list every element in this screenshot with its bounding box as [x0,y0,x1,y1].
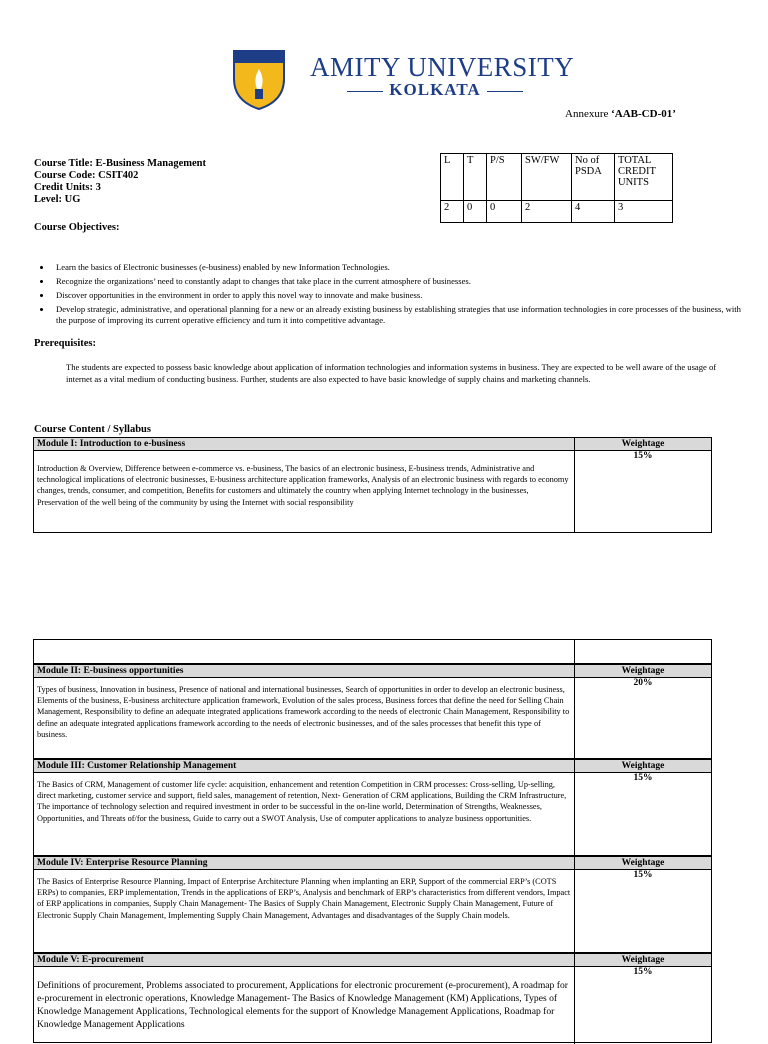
syllabus-heading: Course Content / Syllabus [34,424,151,435]
campus-name: KOLKATA [340,80,530,100]
weightage-label: Weightage [575,665,711,677]
course-code: Course Code: CSIT402 [34,170,139,181]
credit-value: 2 [441,201,464,223]
credit-units: Credit Units: 3 [34,182,101,193]
objective-item: • Recognize the organizations’ need to constantly adapt to changes that take place in the current atmosphere of businesses. [52,276,742,287]
credit-value: 0 [487,201,522,223]
objective-item: • Learn the basics of Electronic businesses (e-business) enabled by new Information Technologies. [52,262,742,273]
module-content: The Basics of Enterprise Resource Planning, Impact of Enterprise Architecture Planning when implanting an ERP, Support of the commercial ERP’s (COTS ERPs) to companies, ERP implementation, Trends in the applications of ERP’s, Analysis and benchmark of ERP’s characteristics from different vendors, Impact of ERP applications in companies, Supply Chain Management- The Basics of Supply Chain Management, Electronic Supply Chain Management, Future of Electronic Supply Chain Management, Implementing Supply Chain Management, Advantages and disadvantages of the Supply Chain models. [34,870,575,954]
module-content: Types of business, Innovation in business, Presence of national and international businesses, Search of opportunities in order to develop an electronic business, Elements of the business, E-business architecture application framework, Evolution of the sales process, Business forces that define the need for Selling Chain Management, Responsibility to define an adequate integrated applications framework according to the needs of electronic Chain Management, Responsibility to define an adequate integrated applications framework according to the needs of electronic businesses, and of the sales processes that benefit this type of business. [34,678,575,760]
prerequisites-heading: Prerequisites: [34,338,97,349]
credit-header: T [464,154,487,201]
objective-item: • Develop strategic, administrative, and operational planning for a new or an already existing business by establishing strategies that use information technologies in core processes of the business, with the purpose of improving its current operative efficiency and turn it into competitive advantage. [52,304,742,325]
objective-item: • Discover opportunities in the environment in order to apply this novel way to innovate and make business. [52,290,742,301]
module-title: Module V: E-procurement [34,954,575,966]
credit-header: SW/FW [522,154,572,201]
credit-value: 2 [522,201,572,223]
module-content: The Basics of CRM, Management of customer life cycle: acquisition, enhancement and retention Competition in CRM processes: Cross-selling, Up-selling, direct marketing, customer service and support, field sales, management of retention, Next- Generation of CRM applications, Building the CRM Infrastructure, The importance of technology selection and required investment in order to be successful in the on-line world, Determination of Strengths, Weaknesses, Opportunities, and Threats of/for the business, Guide to carry out a SWOT Analysis, Use of computer applications to analyze business opportunities. [34,773,575,857]
weightage-label: Weightage [575,760,711,772]
prerequisites-text: The students are expected to possess basic knowledge about application of information technologies and information systems in business. They are expected to be well aware of the usage of internet as a vital medium of conducting business. Further, students are also expected to have basic knowledge of supply chains and marketing channels. [66,362,717,384]
university-logo [232,49,286,111]
module-weight: 20% [633,678,653,688]
module-title: Module I: Introduction to e-business [34,438,575,450]
university-name: AMITY UNIVERSITY [310,52,575,82]
objectives-heading: Course Objectives: [34,222,120,233]
empty-table-row [33,639,712,664]
module-table [33,759,712,856]
credit-header: L [441,154,464,201]
module-content: Definitions of procurement, Problems associated to procurement, Applications for electronic procurement (e-procurement), A roadmap for e-procurement in electronic operations, Knowledge Management- The Basics of Knowledge Management (KM) Applications, Types of Knowledge Management Applications, Technological elements for the support of Knowledge Management Applications, Roadmap for Knowledge Management Applications [34,967,575,1044]
weightage-label: Weightage [575,438,711,450]
module-title: Module IV: Enterprise Resource Planning [34,857,575,869]
module-table [33,437,712,533]
credit-header: No of PSDA [572,154,615,201]
credit-value: 4 [572,201,615,223]
module-weight: 15% [633,870,653,880]
weightage-label: Weightage [575,954,711,966]
annexure-label: Annexure ‘AAB-CD-01’ [565,108,676,120]
credit-header: TOTAL CREDIT UNITS [615,154,673,201]
course-title: Course Title: E-Business Management [34,158,206,169]
credit-header: P/S [487,154,522,201]
module-content: Introduction & Overview, Difference between e-commerce vs. e-business, The basics of an electronic business, E-business trends, Administrative and technological implications of electronic businesses, E-business architecture application frameworks, Analysis of an electronic business with regards to economy changes, trends, consumer, and competition, Benefits for customers and ultimately the country when applying Internet technology in the businesses, Preservation of the well being of the community by using the Internet with social responsibility [34,451,575,533]
credit-value: 3 [615,201,673,223]
module-weight: 15% [633,451,653,461]
module-table [33,856,712,953]
course-meta [34,158,206,206]
module-table [33,953,712,1043]
objectives-list [36,262,742,329]
module-title: Module III: Customer Relationship Management [34,760,575,772]
credit-value: 0 [464,201,487,223]
module-weight: 15% [633,967,653,977]
course-level: Level: UG [34,194,81,205]
module-title: Module II: E-business opportunities [34,665,575,677]
credit-table [440,153,673,223]
module-weight: 15% [633,773,653,783]
module-table [33,664,712,759]
weightage-label: Weightage [575,857,711,869]
